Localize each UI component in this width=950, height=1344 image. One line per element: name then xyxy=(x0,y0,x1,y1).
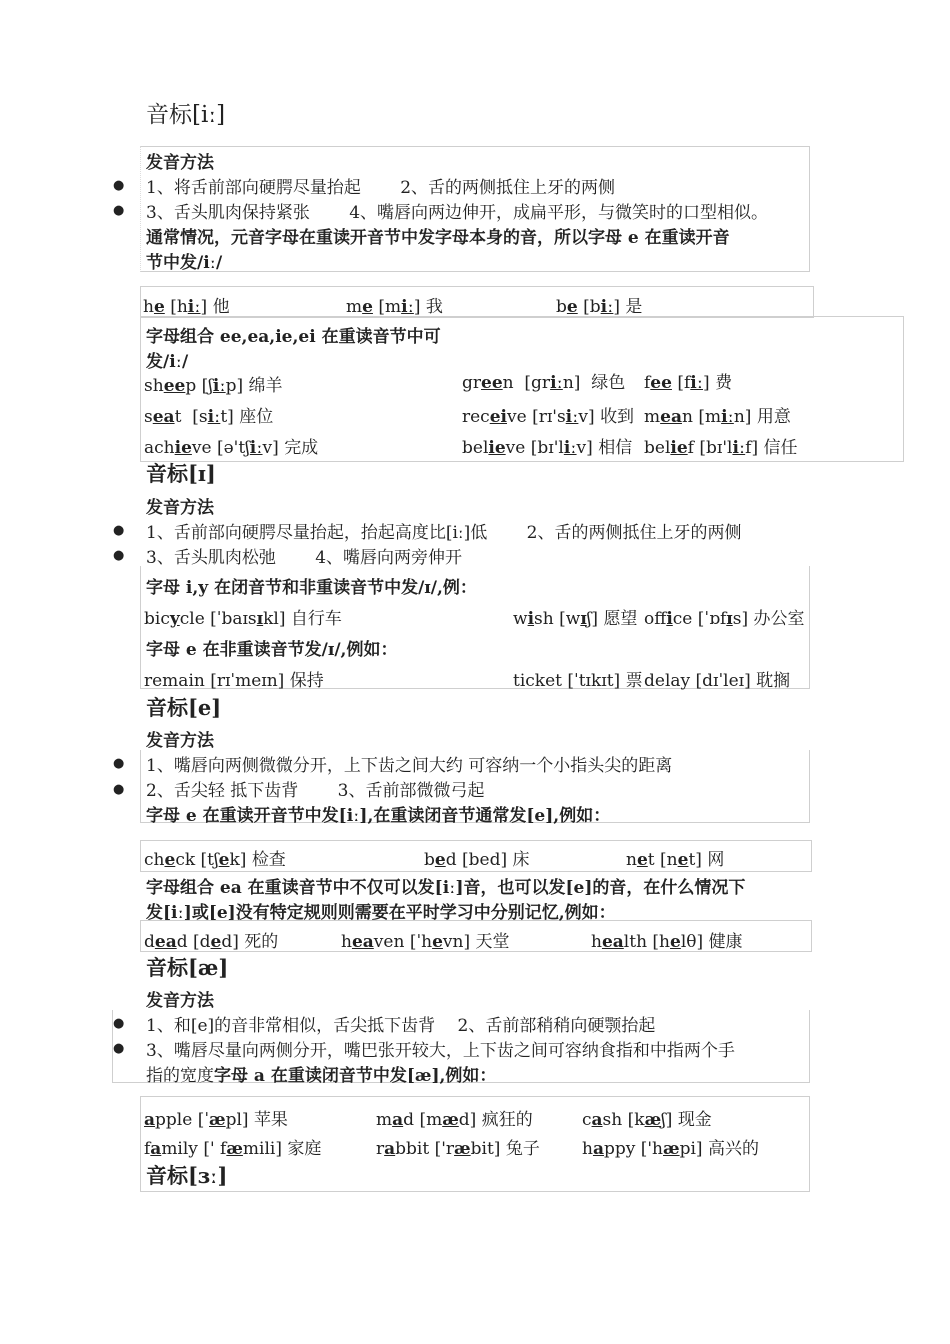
rule-text: 字母组合 ea 在重读音节中不仅可以发[iː]音，也可以发[e]的音，在什么情况下 xyxy=(146,878,746,898)
bullet-icon: ● xyxy=(113,1041,125,1056)
method-heading: 发音方法 xyxy=(146,153,214,173)
section-title-e: 音标[e] xyxy=(146,695,222,720)
bullet-icon: ● xyxy=(113,1016,125,1031)
method-line: 1、将舌前部向硬腭尽量抬起 2、舌的两侧抵住上牙的两侧 xyxy=(146,178,616,198)
word-entry: office [ˈɒfɪs] 办公室 xyxy=(644,609,805,629)
word-entry: delay [dɪˈleɪ] 耽搁 xyxy=(644,671,791,691)
bullet-icon: ● xyxy=(113,178,125,193)
word-entry: seat [siːt] 座位 xyxy=(144,407,274,427)
bullet-icon: ● xyxy=(113,782,125,797)
word-entry: green [griːn] 绿色 xyxy=(462,373,626,393)
bullet-icon: ● xyxy=(113,523,125,538)
rule-text: 字母 e 在重读开音节中发[iː],在重读闭音节通常发[e],例如： xyxy=(146,806,611,826)
word-entry: check [tʃek] 检查 xyxy=(144,850,286,870)
word-entry: ticket [ˈtɪkɪt] 票 xyxy=(513,671,643,691)
word-entry: achieve [ə'tʃiːv] 完成 xyxy=(144,438,319,458)
method-line: 3、舌头肌肉松弛 4、嘴唇向两旁伸开 xyxy=(146,548,463,568)
word-entry: dead [ded] 死的 xyxy=(144,932,279,952)
word-entry: family [' fæmili] 家庭 xyxy=(144,1139,322,1159)
word-entry: bed [bed] 床 xyxy=(424,850,530,870)
word-entry: wish [wɪʃ] 愿望 xyxy=(513,609,638,629)
word-entry: me [miː] 我 xyxy=(346,297,443,317)
word-entry: mean [miːn] 用意 xyxy=(644,407,791,427)
method-line: 3、嘴唇尽量向两侧分开，嘴巴张开较大，上下齿之间可容纳食指和中指两个手 xyxy=(146,1041,735,1061)
method-line: 指的宽度字母 a 在重读闭音节中发[æ],例如： xyxy=(146,1066,497,1086)
method-line: 1、舌前部向硬腭尽量抬起，抬起高度比[iː]低 2、舌的两侧抵住上牙的两侧 xyxy=(146,523,742,543)
method-line: 3、舌头肌肉保持紧张 4、嘴唇向两边伸开，成扁平形，与微笑时的口型相似。 xyxy=(146,203,769,223)
word-entry: bicycle [ˈbaɪsɪkl] 自行车 xyxy=(144,609,342,629)
word-entry: heaven [ˈhevn] 天堂 xyxy=(341,932,510,952)
word-entry: belief [bɪ'liːf] 信任 xyxy=(644,438,798,458)
bullet-icon: ● xyxy=(113,756,125,771)
word-entry: mad [mæd] 疯狂的 xyxy=(376,1110,533,1130)
word-entry: net [net] 网 xyxy=(626,850,725,870)
word-entry: receive [rɪ'siːv] 收到 xyxy=(462,407,635,427)
section-title-i-long: 音标[iː] xyxy=(146,102,226,128)
bullet-icon: ● xyxy=(113,203,125,218)
word-entry: remain [rɪˈmeɪn] 保持 xyxy=(144,671,324,691)
section-title-i-short: 音标[ɪ] xyxy=(146,461,216,486)
bullet-icon: ● xyxy=(113,548,125,563)
word-entry: be [biː] 是 xyxy=(556,297,643,317)
section-title-er: 音标[ɜː] xyxy=(146,1163,228,1188)
word-entry: cash [kæʃ] 现金 xyxy=(582,1110,712,1130)
word-entry: apple [ˈæpl] 苹果 xyxy=(144,1110,288,1130)
rule-text: 发[iː]或[e]没有特定规则则需要在平时学习中分别记忆,例如： xyxy=(146,903,616,923)
section-title-ae: 音标[æ] xyxy=(146,955,229,980)
word-entry: sheep [ʃiːp] 绵羊 xyxy=(144,376,283,396)
word-entry: health [helθ] 健康 xyxy=(591,932,743,952)
rule-text: 字母 e 在非重读音节发/ɪ/,例如： xyxy=(146,640,398,660)
method-line: 1、嘴唇向两侧微微分开，上下齿之间大约 可容纳一个小指头尖的距离 xyxy=(146,756,673,776)
combo-rule: 发/iː/ xyxy=(146,352,189,372)
word-entry: he [hiː] 他 xyxy=(143,297,230,317)
word-entry: rabbit ['ræbit] 兔子 xyxy=(376,1139,540,1159)
rule-text: 字母 i,y 在闭音节和非重读音节中发/ɪ/,例： xyxy=(146,578,477,598)
word-entry: happy ['hæpi] 高兴的 xyxy=(582,1139,759,1159)
method-line: 2、舌尖轻 抵下齿背 3、舌前部微微弓起 xyxy=(146,781,485,801)
method-heading: 发音方法 xyxy=(146,731,214,751)
combo-rule: 字母组合 ee,ea,ie,ei 在重读音节中可 xyxy=(146,327,441,347)
rule-text: 通常情况，元音字母在重读开音节中发字母本身的音，所以字母 e 在重读开音 xyxy=(146,228,730,248)
method-heading: 发音方法 xyxy=(146,991,214,1011)
method-heading: 发音方法 xyxy=(146,498,214,518)
method-line: 1、和[e]的音非常相似，舌尖抵下齿背 2、舌前部稍稍向硬颚抬起 xyxy=(146,1016,656,1036)
word-entry: fee [fiː] 费 xyxy=(644,373,733,393)
word-entry: believe [bɪ'liːv] 相信 xyxy=(462,438,633,458)
rule-text: 节中发/iː/ xyxy=(146,253,223,273)
